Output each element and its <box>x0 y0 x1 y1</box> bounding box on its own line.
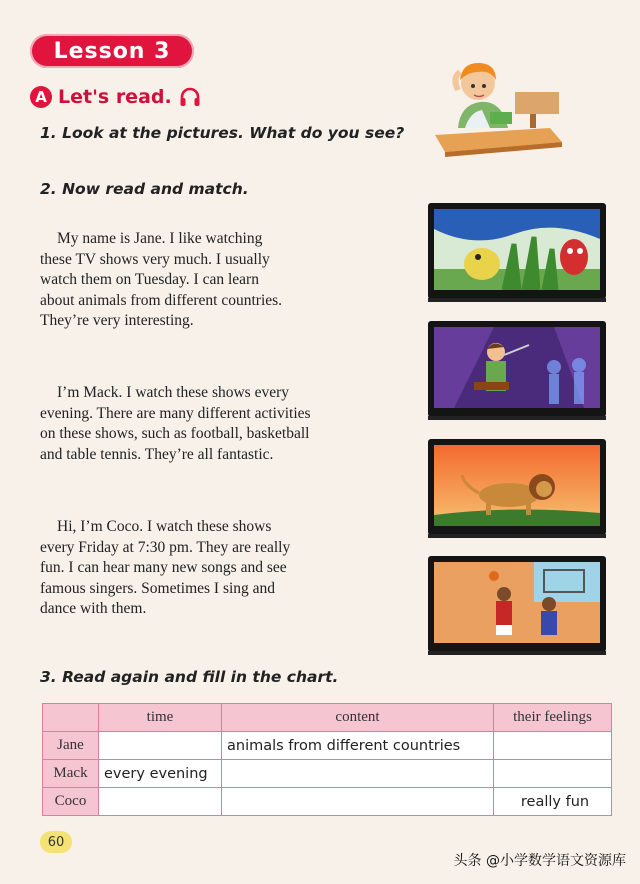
cell-content[interactable] <box>222 788 494 816</box>
paragraph-line: I’m Mack. I watch these shows every <box>57 384 289 401</box>
row-name: Coco <box>43 788 99 816</box>
paragraph-line: famous singers. Sometimes I sing and <box>40 579 276 597</box>
row-name: Jane <box>43 732 99 760</box>
question-3: 3. Read again and fill in the chart. <box>40 668 339 686</box>
cell-content[interactable]: animals from different countries <box>222 732 494 760</box>
paragraph-line: fun. I can hear many new songs and see <box>40 559 287 576</box>
cell-feelings[interactable]: really fun <box>494 788 612 816</box>
question-2: 2. Now read and match. <box>40 180 249 198</box>
question-1: 1. Look at the pictures. What do you see? <box>40 124 405 142</box>
lesson-title: Lesson 3 <box>30 34 194 68</box>
paragraph-line: every Friday at 7:30 pm. They are really <box>40 538 291 556</box>
row-name: Mack <box>43 760 99 788</box>
chart-header-feelings: their feelings <box>494 704 612 732</box>
cell-feelings[interactable] <box>494 732 612 760</box>
section-letter-badge: A <box>30 86 52 108</box>
cell-feelings[interactable] <box>494 760 612 788</box>
paragraph-line: these TV shows very much. I usually <box>40 250 270 268</box>
paragraph-mack <box>40 383 385 465</box>
section-title: Let's read. <box>58 86 172 108</box>
paragraph-line: about animals from different countries. <box>40 291 283 309</box>
tv-picture-2[interactable] <box>428 321 606 417</box>
paragraph-jane <box>40 229 380 332</box>
section-heading <box>30 84 202 110</box>
page-number: 60 <box>40 831 72 853</box>
chart-header-row <box>43 704 612 732</box>
basketball-players-image <box>434 562 600 643</box>
watermark: 头条 @小学数学语文资源库 <box>453 853 626 869</box>
paragraph-line: and table tennis. They’re all fantastic. <box>40 445 274 463</box>
paragraph-line: evening. There are many different activities <box>40 404 311 422</box>
cartoon-creatures-image <box>434 209 600 290</box>
fill-in-chart <box>42 703 612 816</box>
chart-row-mack <box>43 760 612 788</box>
lion-image <box>434 445 600 526</box>
cell-time[interactable]: every evening <box>99 760 222 788</box>
cell-content[interactable] <box>222 760 494 788</box>
chart-header-time: time <box>99 704 222 732</box>
paragraph-coco <box>40 517 380 620</box>
headphones-icon[interactable] <box>178 85 202 109</box>
paragraph-line: dance with them. <box>40 600 147 617</box>
paragraph-line: watch them on Tuesday. I can learn <box>40 271 259 288</box>
cell-time[interactable] <box>99 732 222 760</box>
cell-time[interactable] <box>99 788 222 816</box>
tv-picture-4[interactable] <box>428 556 606 652</box>
singer-on-stage-image <box>434 327 600 408</box>
tv-picture-1[interactable] <box>428 203 606 299</box>
chart-header-content: content <box>222 704 494 732</box>
chart-row-coco <box>43 788 612 816</box>
tv-picture-3[interactable] <box>428 439 606 535</box>
boy-at-desk-illustration <box>430 50 565 160</box>
paragraph-line: My name is Jane. I like watching <box>57 230 263 247</box>
chart-row-jane <box>43 732 612 760</box>
paragraph-line: on these shows, such as football, basketball <box>40 425 310 442</box>
chart-header-blank <box>43 704 99 732</box>
paragraph-line: Hi, I’m Coco. I watch these shows <box>57 518 272 535</box>
paragraph-line: They’re very interesting. <box>40 312 194 329</box>
